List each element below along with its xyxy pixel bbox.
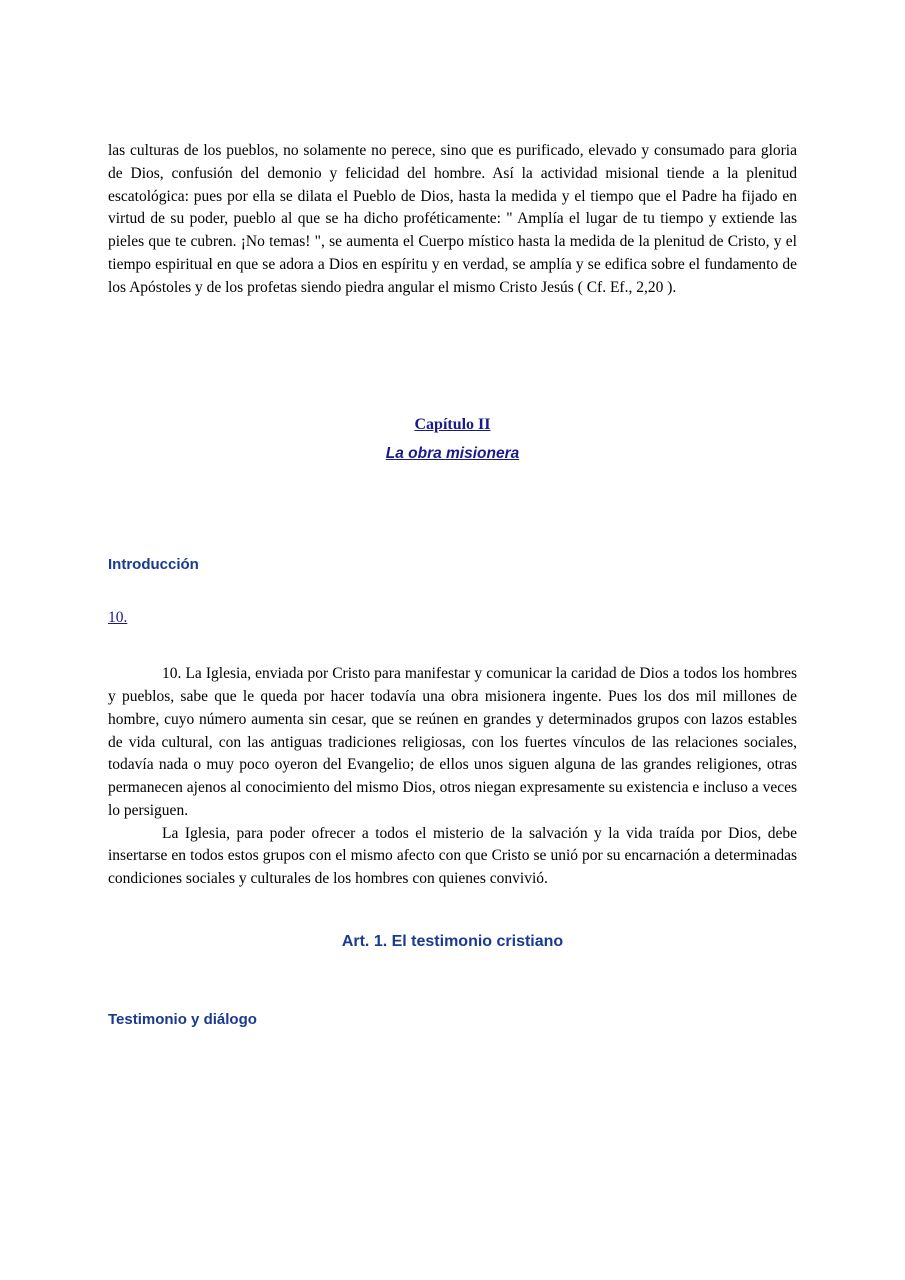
vertical-spacer xyxy=(108,468,797,556)
vertical-spacer xyxy=(108,299,797,411)
heading-introduccion: Introducción xyxy=(108,556,199,574)
chapter-heading-block xyxy=(108,411,797,468)
paragraph-section-10: 10. La Iglesia, enviada por Cristo para manifestar y comunicar la caridad de Dios a todos los hombres y pueblos, sabe que le queda por hacer todavía una obra misionera ingente. Pues los dos mil millones de hombre, cuyo número aumenta sin cesar, que se reúnen en grandes y determinados grupos con lazos estables de vida cultural, con las antiguas tradiciones religiosas, con los fuertes vínculos de las relaciones sociales, todavía nada o muy poco oyeron del Evangelio; de ellos unos siguen alguna de las grandes religiones, otras permanecen ajenos al conocimiento del mismo Dios, otros niegan expresamente su existencia e incluso a veces lo persiguen. xyxy=(108,665,797,819)
vertical-spacer xyxy=(108,627,797,663)
vertical-spacer xyxy=(108,573,797,609)
paragraph-continuation: las culturas de los pueblos, no solamente no perece, sino que es purificado, elevado y consumado para gloria de Dios, confusión del demonio y felicidad del hombre. Así la actividad misional tiende a la plenitud escatológica: pues por ella se dilata el Pueblo de Dios, hasta la medida y el tiempo que el Padre ha fijado en virtud de su poder, pueblo al que se ha dicho proféticamente: " Amplía el lugar de tu tiempo y extiende las pieles que te cubren. ¡No temas! ", se aumenta el Cuerpo místico hasta la medida de la plenitud de Cristo, y el tiempo espiritual en que se adora a Dios en espíritu y en verdad, se amplía y se edifica sobre el fundamento de los Apóstoles y de los profetas siendo piedra angular el mismo Cristo Jesús ( Cf. Ef., 2,20 ). xyxy=(108,142,797,296)
chapter-title: Capítulo II xyxy=(414,416,491,434)
vertical-spacer xyxy=(108,951,797,1011)
heading-testimonio-dialogo: Testimonio y diálogo xyxy=(108,1010,257,1028)
section-number: 10. xyxy=(108,609,128,627)
chapter-subtitle: La obra misionera xyxy=(385,445,520,463)
vertical-spacer xyxy=(108,891,797,933)
paragraph-section-10-second: La Iglesia, para poder ofrecer a todos el misterio de la salvación y la vida traída por Dios, debe insertarse en todos estos grupos con el mismo afecto con que Cristo se unió por su encarnación a determinadas condiciones sociales y culturales de los hombres con quienes convivió. xyxy=(108,824,797,888)
heading-article-1: Art. 1. El testimonio cristiano xyxy=(341,932,564,950)
